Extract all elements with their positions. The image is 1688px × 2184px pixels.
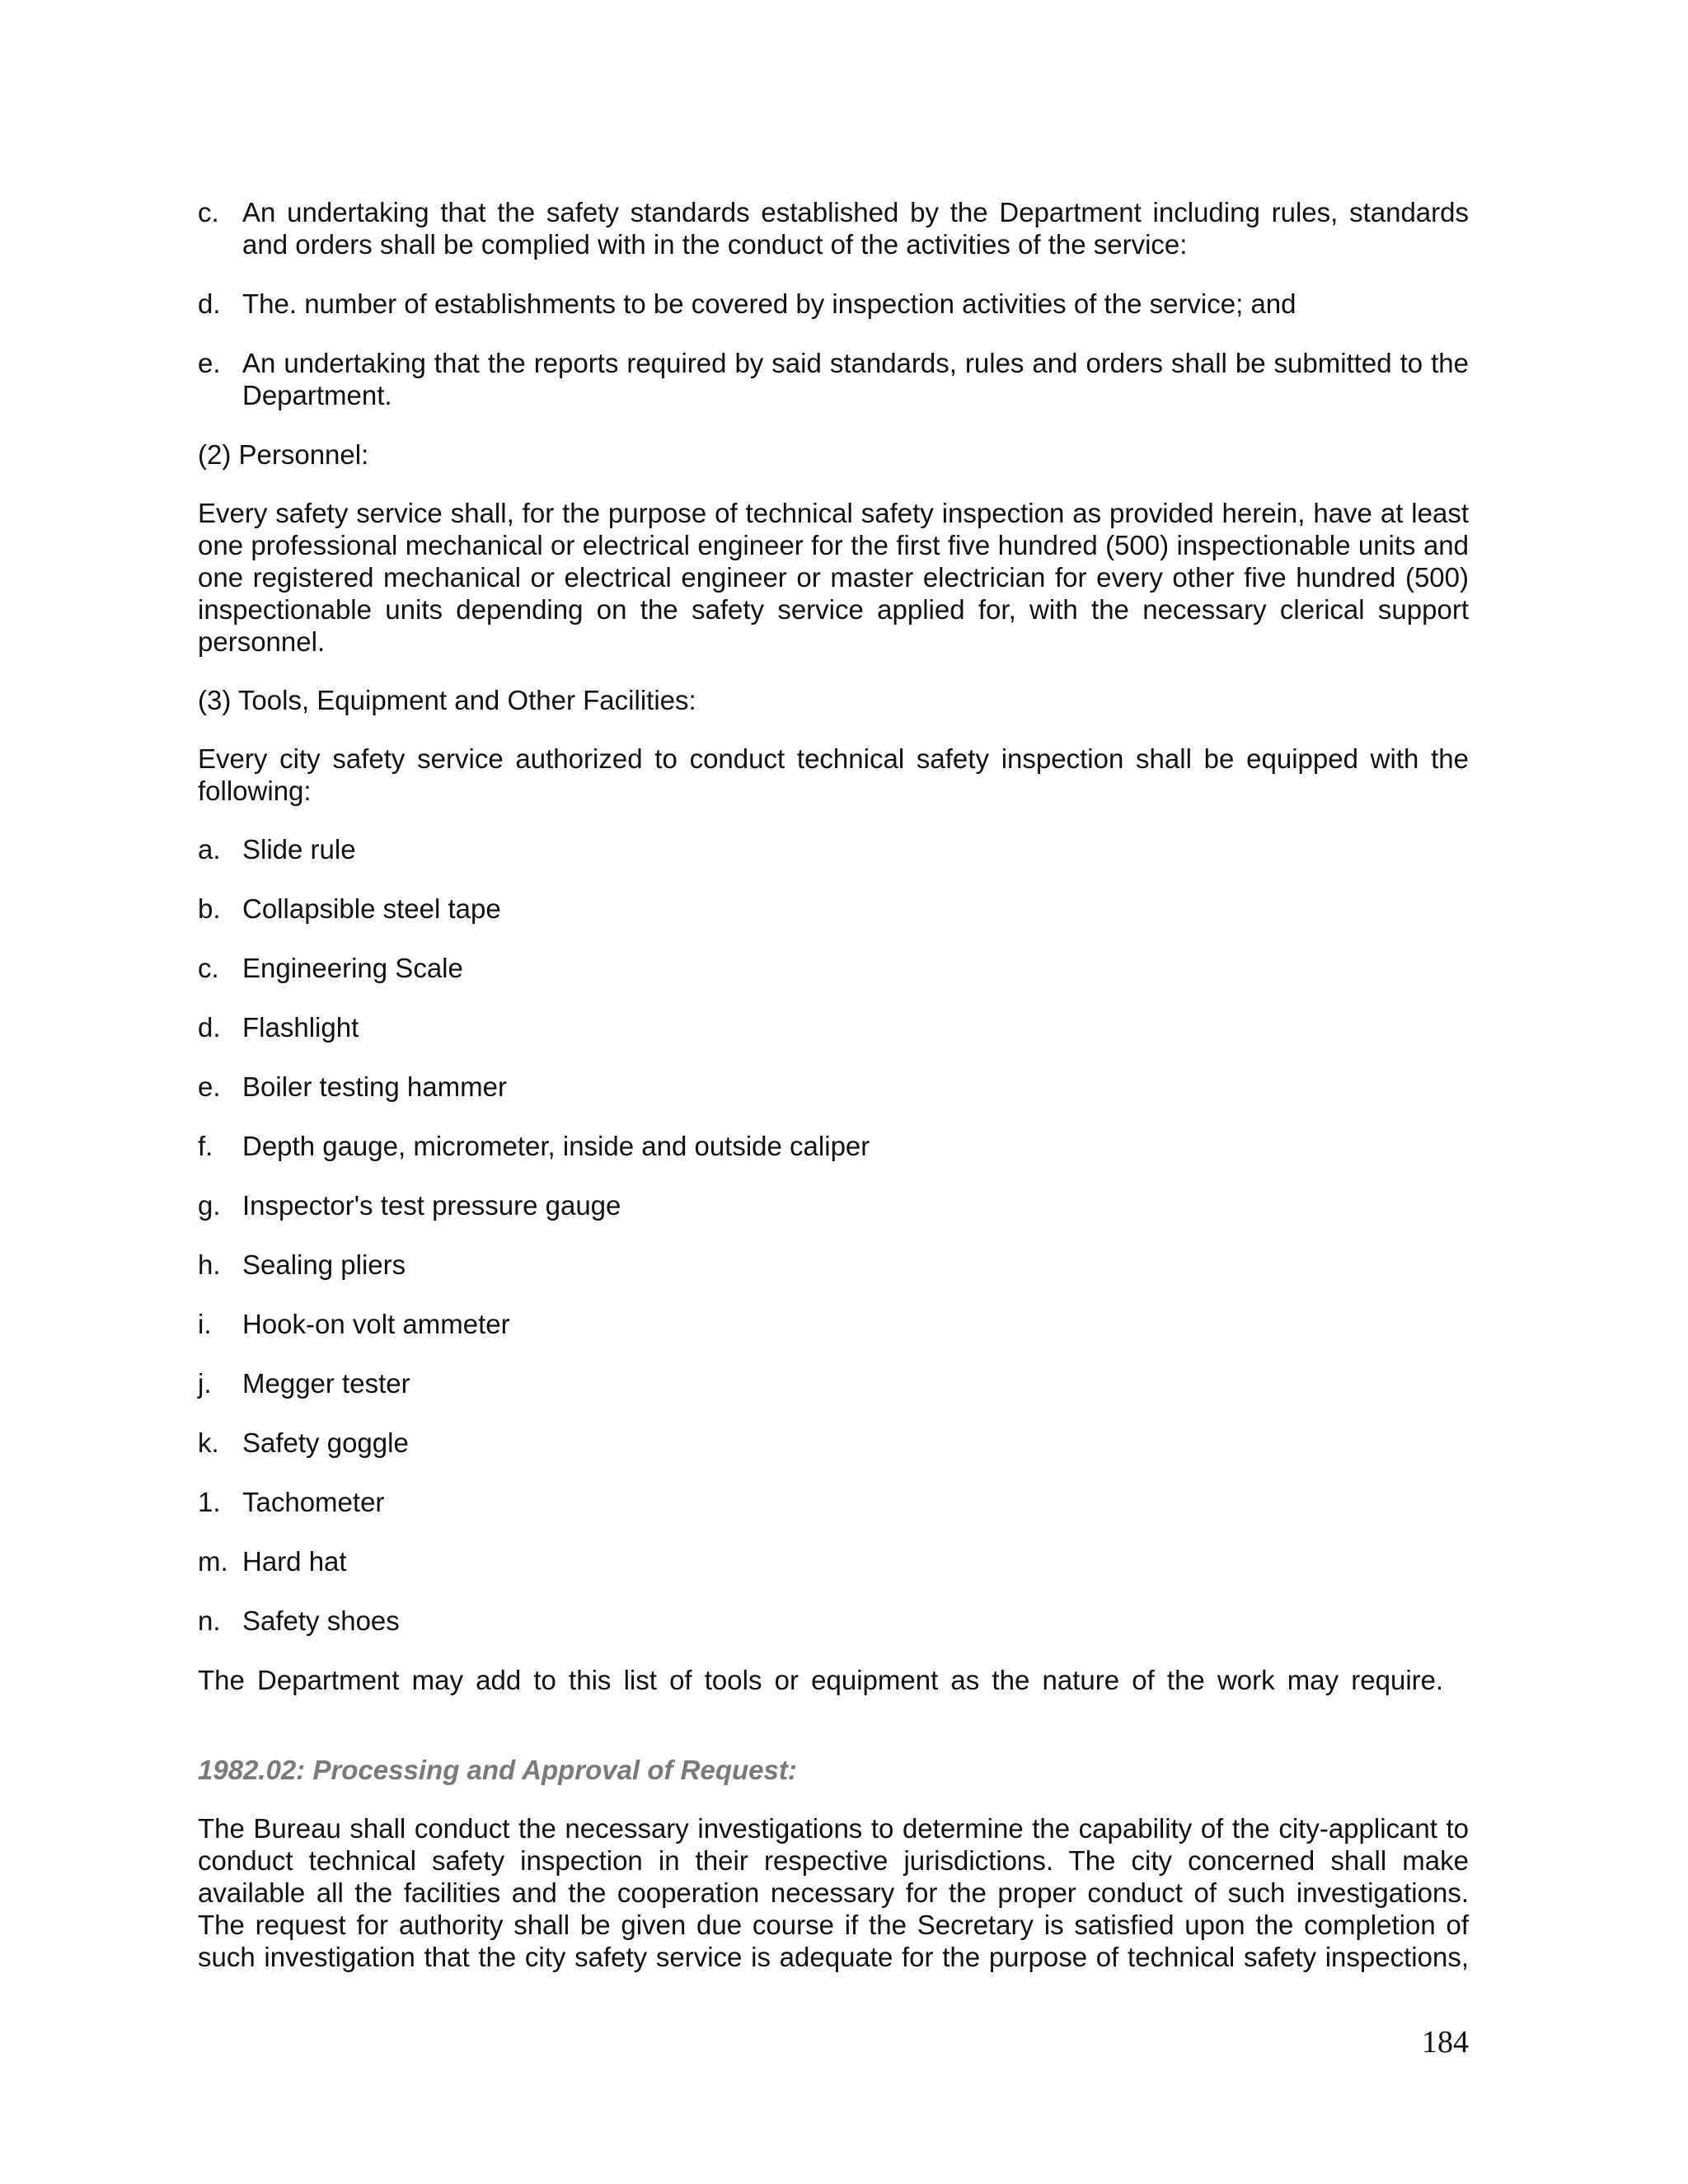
tools-intro-paragraph: Every city safety service authorized to conduct technical safety inspection shall be equipped with the following: — [198, 743, 1469, 806]
list-text: Hook-on volt ammeter — [242, 1309, 510, 1339]
list-text: Depth gauge, micrometer, inside and outside caliper — [242, 1131, 870, 1161]
list-label: k. — [198, 1427, 219, 1458]
list-text: Safety shoes — [242, 1605, 400, 1636]
list-label: b. — [198, 893, 221, 924]
page-number: 184 — [1422, 2025, 1469, 2060]
list-label: c. — [198, 953, 219, 983]
list-item — [198, 1189, 1469, 1221]
list-text: Megger tester — [242, 1368, 410, 1399]
list-item — [198, 1486, 1469, 1518]
list-text: Tachometer — [242, 1487, 385, 1517]
list-text: Sealing pliers — [242, 1249, 406, 1280]
list-item — [198, 1605, 1469, 1637]
list-label: 1. — [198, 1487, 221, 1517]
list-item — [198, 1308, 1469, 1340]
list-item — [198, 1249, 1469, 1281]
personnel-paragraph: Every safety service shall, for the purpose of technical safety inspection as provided herein, have at least one professional mechanical or electrical engineer for the first five hundred (500) inspectionable units and one registered mechanical or electrical engineer or master electrician for every other five hundred (500) inspectionable units depending on the safety service applied for, with the necessary clerical support personnel. — [198, 498, 1469, 657]
list-item — [198, 1011, 1469, 1043]
list-label: f. — [198, 1131, 213, 1161]
list-item — [198, 893, 1469, 925]
list-label: d. — [198, 1012, 221, 1043]
list-item — [198, 1367, 1469, 1399]
list-label: g. — [198, 1190, 221, 1221]
list-item — [198, 952, 1469, 984]
list-label: n. — [198, 1605, 221, 1636]
list-label: j. — [198, 1368, 212, 1399]
list-text: An undertaking that the safety standards established by the Department including rules, standards and orders shall be complied with in the conduct of the activities of the service: — [242, 197, 1469, 260]
list-item-c — [198, 196, 1469, 260]
document-page — [198, 196, 1469, 1999]
section-heading: 1982.02: Processing and Approval of Request: — [198, 1755, 797, 1785]
list-text: Engineering Scale — [242, 953, 463, 983]
tools-heading: (3) Tools, Equipment and Other Facilities: — [198, 685, 696, 715]
list-text: Collapsible steel tape — [242, 893, 501, 924]
list-text: Flashlight — [242, 1012, 359, 1043]
list-label: d. — [198, 288, 221, 319]
list-label: c. — [198, 197, 219, 227]
tools-closing-paragraph: The Department may add to this list of tools or equipment as the nature of the work may require. — [198, 1665, 1444, 1695]
list-text: Boiler testing hammer — [242, 1071, 507, 1102]
list-item — [198, 1427, 1469, 1459]
list-text: Safety goggle — [242, 1427, 409, 1458]
list-label: i. — [198, 1309, 212, 1339]
list-label: e. — [198, 348, 221, 378]
list-label: h. — [198, 1249, 221, 1280]
list-text: Hard hat — [242, 1546, 347, 1577]
section-paragraph: The Bureau shall conduct the necessary investigations to determine the capability of the city-applicant to conduct technical safety inspection in their respective jurisdictions. The city concerned shall make available all the facilities and the cooperation necessary for the proper conduct of such investigations. The request for authority shall be given due course if the Secretary is satisfied upon the completion of such investigation that the city safety service is adequate for the purpose of technical safety inspections, — [198, 1813, 1469, 1972]
list-item — [198, 833, 1469, 865]
list-text: Inspector's test pressure gauge — [242, 1190, 621, 1221]
list-item-d — [198, 288, 1469, 320]
list-label: a. — [198, 834, 221, 865]
list-text: Slide rule — [242, 834, 356, 865]
list-item — [198, 1130, 1469, 1162]
list-item-e — [198, 347, 1469, 411]
list-item — [198, 1545, 1469, 1577]
list-text: An undertaking that the reports required by said standards, rules and orders shall be submitted to the Department. — [242, 348, 1469, 410]
list-label: m. — [198, 1546, 228, 1577]
personnel-heading: (2) Personnel: — [198, 439, 369, 470]
list-text: The. number of establishments to be covered by inspection activities of the service; and — [242, 288, 1296, 319]
tools-list — [198, 833, 1469, 1637]
list-label: e. — [198, 1071, 221, 1102]
list-item — [198, 1071, 1469, 1103]
